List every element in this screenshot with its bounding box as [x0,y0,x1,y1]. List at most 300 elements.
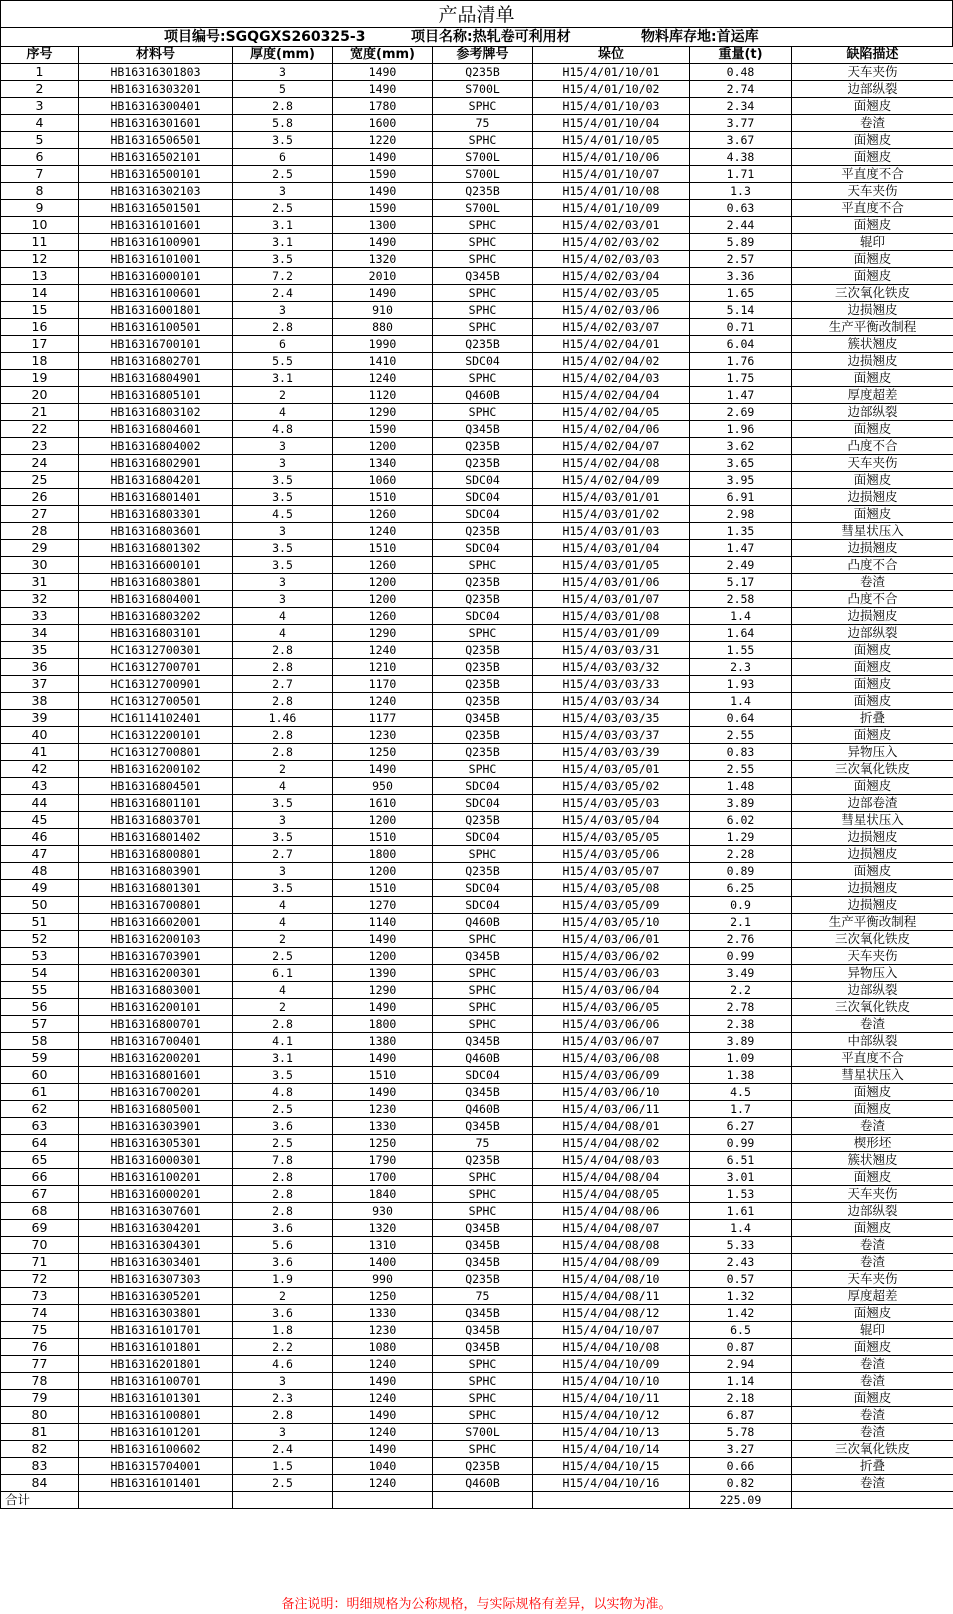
cell-defect: 边部卷渣 [792,795,953,812]
cell-weight: 0.64 [690,710,792,727]
cell-seq: 45 [1,812,79,829]
table-row [1,404,953,421]
cell-width: 2010 [333,268,433,285]
cell-width: 1340 [333,455,433,472]
cell-thickness: 2.5 [233,1135,333,1152]
cell-stack-location: H15/4/02/03/05 [533,285,690,302]
cell-material-no: HB16316100602 [79,1441,233,1458]
cell-thickness: 3 [233,1424,333,1441]
cell-seq: 55 [1,982,79,999]
cell-material-no: HB16316200103 [79,931,233,948]
cell-seq: 9 [1,200,79,217]
cell-seq: 68 [1,1203,79,1220]
cell-stack-location: H15/4/03/03/31 [533,642,690,659]
cell-material-no: HC16312700501 [79,693,233,710]
sheet-subtitle [0,28,953,46]
cell-seq: 51 [1,914,79,931]
cell-defect: 天车夹伤 [792,948,953,965]
cell-grade: Q235B [433,642,533,659]
cell-weight: 2.69 [690,404,792,421]
table-row [1,659,953,676]
cell-width: 1260 [333,506,433,523]
cell-seq: 62 [1,1101,79,1118]
table-row [1,1067,953,1084]
cell-material-no: HC16312200101 [79,727,233,744]
cell-stack-location: H15/4/04/10/09 [533,1356,690,1373]
cell-seq: 77 [1,1356,79,1373]
cell-thickness: 2.8 [233,319,333,336]
cell-thickness: 3.5 [233,251,333,268]
cell-stack-location: H15/4/03/06/10 [533,1084,690,1101]
table-row [1,744,953,761]
cell-weight: 2.98 [690,506,792,523]
cell-stack-location: H15/4/02/03/07 [533,319,690,336]
cell-grade: SPHC [433,1441,533,1458]
cell-seq: 41 [1,744,79,761]
cell-seq: 25 [1,472,79,489]
cell-seq: 52 [1,931,79,948]
cell-seq: 78 [1,1373,79,1390]
cell-seq: 21 [1,404,79,421]
cell-seq: 72 [1,1271,79,1288]
cell-thickness: 4 [233,982,333,999]
cell-weight: 1.48 [690,778,792,795]
cell-stack-location: H15/4/03/05/08 [533,880,690,897]
cell-weight: 6.87 [690,1407,792,1424]
cell-material-no: HB16316301803 [79,64,233,81]
cell-defect: 边损翘皮 [792,540,953,557]
cell-seq: 36 [1,659,79,676]
cell-width: 1490 [333,285,433,302]
cell-thickness: 2.8 [233,693,333,710]
cell-thickness: 2.8 [233,727,333,744]
cell-stack-location: H15/4/02/04/07 [533,438,690,455]
cell-stack-location: H15/4/03/05/04 [533,812,690,829]
cell-defect: 簇状翘皮 [792,336,953,353]
cell-width: 1490 [333,1407,433,1424]
cell-width: 930 [333,1203,433,1220]
cell-defect: 凸度不合 [792,557,953,574]
cell-width: 1240 [333,1390,433,1407]
cell-weight: 0.87 [690,1339,792,1356]
cell-grade: SPHC [433,234,533,251]
table-row [1,676,953,693]
cell-thickness: 2.8 [233,659,333,676]
cell-weight: 2.3 [690,659,792,676]
cell-seq: 14 [1,285,79,302]
cell-width: 1140 [333,914,433,931]
cell-seq: 35 [1,642,79,659]
cell-seq: 3 [1,98,79,115]
cell-stack-location: H15/4/04/08/07 [533,1220,690,1237]
cell-grade: Q460B [433,387,533,404]
cell-thickness: 7.2 [233,268,333,285]
cell-grade: Q345B [433,1033,533,1050]
cell-width: 1390 [333,965,433,982]
cell-seq: 59 [1,1050,79,1067]
cell-stack-location: H15/4/02/03/03 [533,251,690,268]
cell-stack-location: H15/4/04/10/13 [533,1424,690,1441]
cell-width: 1290 [333,982,433,999]
cell-seq: 38 [1,693,79,710]
table-row [1,982,953,999]
cell-seq: 10 [1,217,79,234]
cell-defect: 面翘皮 [792,1220,953,1237]
cell-width: 1590 [333,166,433,183]
cell-stack-location: H15/4/04/10/08 [533,1339,690,1356]
table-row [1,1203,953,1220]
cell-defect: 边部纵裂 [792,81,953,98]
cell-defect: 中部纵裂 [792,1033,953,1050]
cell-weight: 3.01 [690,1169,792,1186]
cell-weight: 0.48 [690,64,792,81]
cell-stack-location: H15/4/03/06/11 [533,1101,690,1118]
cell-thickness: 2.5 [233,200,333,217]
cell-width: 1510 [333,829,433,846]
cell-width: 1800 [333,846,433,863]
cell-weight: 1.38 [690,1067,792,1084]
cell-stack-location: H15/4/04/10/12 [533,1407,690,1424]
cell-seq: 18 [1,353,79,370]
cell-defect: 面翘皮 [792,268,953,285]
cell-defect: 面翘皮 [792,132,953,149]
cell-stack-location: H15/4/01/10/03 [533,98,690,115]
cell-seq: 63 [1,1118,79,1135]
cell-stack-location: H15/4/03/06/07 [533,1033,690,1050]
table-row [1,778,953,795]
cell-grade: 75 [433,1135,533,1152]
cell-thickness: 4 [233,625,333,642]
cell-stack-location: H15/4/03/05/09 [533,897,690,914]
cell-seq: 50 [1,897,79,914]
cell-material-no: HB16316100901 [79,234,233,251]
cell-width: 1990 [333,336,433,353]
cell-defect: 面翘皮 [792,1339,953,1356]
cell-weight: 1.47 [690,540,792,557]
cell-material-no: HB16316803301 [79,506,233,523]
cell-grade: SPHC [433,1356,533,1373]
cell-material-no: HB16316801601 [79,1067,233,1084]
table-row [1,115,953,132]
cell-material-no: HB16316200102 [79,761,233,778]
cell-seq: 56 [1,999,79,1016]
cell-weight: 1.4 [690,693,792,710]
header-row [1,47,953,64]
cell-defect: 卷渣 [792,1237,953,1254]
cell-defect: 彗星状压入 [792,523,953,540]
cell-material-no: HB16316200201 [79,1050,233,1067]
header-grade: 参考牌号 [433,47,533,64]
cell-defect: 生产平衡改制程 [792,914,953,931]
table-row [1,557,953,574]
cell-defect: 天车夹伤 [792,183,953,200]
table-row [1,1271,953,1288]
cell-width: 1060 [333,472,433,489]
cell-defect: 面翘皮 [792,727,953,744]
cell-weight: 0.63 [690,200,792,217]
cell-defect: 卷渣 [792,1424,953,1441]
cell-weight: 1.71 [690,166,792,183]
cell-grade: Q235B [433,1458,533,1475]
cell-defect: 楔形坯 [792,1135,953,1152]
cell-weight: 1.35 [690,523,792,540]
cell-thickness: 3.6 [233,1118,333,1135]
cell-width: 1490 [333,183,433,200]
cell-seq: 76 [1,1339,79,1356]
cell-width: 1250 [333,1135,433,1152]
cell-material-no: HB16316000301 [79,1152,233,1169]
cell-weight: 2.58 [690,591,792,608]
cell-width: 1510 [333,540,433,557]
cell-defect: 边损翘皮 [792,829,953,846]
cell-stack-location: H15/4/03/06/08 [533,1050,690,1067]
cell-stack-location: H15/4/04/08/06 [533,1203,690,1220]
cell-thickness: 2.5 [233,1101,333,1118]
cell-width: 1490 [333,1373,433,1390]
cell-seq: 12 [1,251,79,268]
cell-weight: 2.38 [690,1016,792,1033]
cell-grade: SDC04 [433,1067,533,1084]
cell-thickness: 2.8 [233,744,333,761]
cell-seq: 24 [1,455,79,472]
cell-width: 1120 [333,387,433,404]
cell-weight: 2.34 [690,98,792,115]
cell-seq: 20 [1,387,79,404]
cell-material-no: HB16316602001 [79,914,233,931]
total-empty [433,1492,533,1509]
cell-weight: 0.57 [690,1271,792,1288]
warehouse-location: 物料库存地:首运库 [641,29,759,45]
cell-stack-location: H15/4/02/04/09 [533,472,690,489]
cell-stack-location: H15/4/04/08/10 [533,1271,690,1288]
cell-weight: 1.61 [690,1203,792,1220]
cell-stack-location: H15/4/03/06/04 [533,982,690,999]
cell-thickness: 3 [233,523,333,540]
cell-grade: SDC04 [433,353,533,370]
table-row [1,1220,953,1237]
cell-grade: SDC04 [433,608,533,625]
cell-grade: Q235B [433,676,533,693]
cell-grade: Q460B [433,1101,533,1118]
table-row [1,251,953,268]
cell-grade: SPHC [433,217,533,234]
table-row [1,1475,953,1492]
cell-thickness: 2.4 [233,285,333,302]
cell-weight: 1.29 [690,829,792,846]
cell-weight: 1.09 [690,1050,792,1067]
cell-grade: Q345B [433,710,533,727]
cell-width: 1250 [333,744,433,761]
cell-thickness: 3.1 [233,217,333,234]
cell-width: 1490 [333,931,433,948]
cell-material-no: HB16316200301 [79,965,233,982]
cell-stack-location: H15/4/04/10/10 [533,1373,690,1390]
table-row [1,1305,953,1322]
cell-seq: 46 [1,829,79,846]
cell-material-no: HC16312700301 [79,642,233,659]
cell-defect: 三次氧化铁皮 [792,931,953,948]
cell-material-no: HB16316307601 [79,1203,233,1220]
cell-grade: Q235B [433,1271,533,1288]
cell-weight: 5.17 [690,574,792,591]
cell-thickness: 3.1 [233,370,333,387]
cell-stack-location: H15/4/03/05/06 [533,846,690,863]
cell-width: 1300 [333,217,433,234]
cell-grade: SDC04 [433,540,533,557]
cell-stack-location: H15/4/01/10/09 [533,200,690,217]
cell-material-no: HB16316700801 [79,897,233,914]
cell-weight: 3.95 [690,472,792,489]
table-row [1,336,953,353]
cell-seq: 13 [1,268,79,285]
cell-seq: 17 [1,336,79,353]
cell-weight: 2.44 [690,217,792,234]
table-row [1,1033,953,1050]
cell-thickness: 2 [233,999,333,1016]
cell-weight: 3.27 [690,1441,792,1458]
cell-thickness: 2.2 [233,1339,333,1356]
cell-seq: 61 [1,1084,79,1101]
table-row [1,965,953,982]
cell-seq: 81 [1,1424,79,1441]
cell-width: 1490 [333,149,433,166]
cell-thickness: 3 [233,574,333,591]
cell-material-no: HB16316100501 [79,319,233,336]
table-row [1,1441,953,1458]
cell-thickness: 4.5 [233,506,333,523]
cell-width: 910 [333,302,433,319]
cell-thickness: 4 [233,404,333,421]
cell-thickness: 4.6 [233,1356,333,1373]
cell-material-no: HB16316302103 [79,183,233,200]
cell-thickness: 1.9 [233,1271,333,1288]
cell-material-no: HB16316304201 [79,1220,233,1237]
table-row [1,1424,953,1441]
total-row [1,1492,953,1509]
cell-thickness: 3.5 [233,472,333,489]
cell-material-no: HB16316100601 [79,285,233,302]
cell-weight: 1.55 [690,642,792,659]
cell-defect: 面翘皮 [792,659,953,676]
header-material-no: 材料号 [79,47,233,64]
cell-width: 1260 [333,608,433,625]
cell-width: 1290 [333,625,433,642]
cell-material-no: HB16316101801 [79,1339,233,1356]
cell-defect: 卷渣 [792,1356,953,1373]
cell-stack-location: H15/4/01/10/07 [533,166,690,183]
cell-grade: Q235B [433,183,533,200]
cell-weight: 1.93 [690,676,792,693]
cell-width: 1200 [333,574,433,591]
cell-defect: 边部纵裂 [792,404,953,421]
project-number: 项目编号:SGQGXS260325-3 [164,29,366,45]
cell-seq: 30 [1,557,79,574]
cell-seq: 11 [1,234,79,251]
cell-width: 1320 [333,1220,433,1237]
cell-grade: SPHC [433,557,533,574]
cell-material-no: HB16316801302 [79,540,233,557]
table-row [1,914,953,931]
cell-grade: SPHC [433,761,533,778]
cell-seq: 79 [1,1390,79,1407]
cell-width: 1610 [333,795,433,812]
cell-weight: 3.36 [690,268,792,285]
cell-weight: 1.75 [690,370,792,387]
cell-seq: 2 [1,81,79,98]
table-row [1,897,953,914]
cell-width: 1177 [333,710,433,727]
cell-thickness: 2.5 [233,948,333,965]
cell-defect: 面翘皮 [792,1305,953,1322]
cell-stack-location: H15/4/03/01/06 [533,574,690,591]
table-row [1,1254,953,1271]
cell-width: 1270 [333,897,433,914]
cell-seq: 5 [1,132,79,149]
cell-grade: SPHC [433,1016,533,1033]
cell-seq: 75 [1,1322,79,1339]
cell-weight: 3.67 [690,132,792,149]
cell-seq: 40 [1,727,79,744]
cell-material-no: HB16316801402 [79,829,233,846]
cell-thickness: 3.5 [233,795,333,812]
cell-defect: 面翘皮 [792,1084,953,1101]
total-label: 合计 [1,1492,79,1509]
cell-thickness: 3.5 [233,540,333,557]
cell-weight: 3.62 [690,438,792,455]
cell-grade: Q345B [433,421,533,438]
cell-stack-location: H15/4/03/01/05 [533,557,690,574]
table-row [1,591,953,608]
cell-thickness: 3.6 [233,1220,333,1237]
cell-stack-location: H15/4/04/08/03 [533,1152,690,1169]
cell-thickness: 1.8 [233,1322,333,1339]
cell-grade: SPHC [433,319,533,336]
table-row [1,1322,953,1339]
cell-grade: SDC04 [433,897,533,914]
cell-weight: 2.57 [690,251,792,268]
cell-material-no: HB16316100201 [79,1169,233,1186]
cell-weight: 2.49 [690,557,792,574]
cell-weight: 6.51 [690,1152,792,1169]
cell-weight: 4.5 [690,1084,792,1101]
table-row [1,574,953,591]
cell-defect: 面翘皮 [792,149,953,166]
table-row [1,693,953,710]
cell-material-no: HB16316502101 [79,149,233,166]
table-row [1,370,953,387]
cell-weight: 4.38 [690,149,792,166]
cell-seq: 39 [1,710,79,727]
cell-stack-location: H15/4/03/06/01 [533,931,690,948]
table-row [1,642,953,659]
cell-defect: 面翘皮 [792,1169,953,1186]
cell-defect: 彗星状压入 [792,1067,953,1084]
cell-seq: 80 [1,1407,79,1424]
cell-weight: 6.27 [690,1118,792,1135]
cell-width: 1250 [333,1288,433,1305]
cell-seq: 57 [1,1016,79,1033]
cell-seq: 74 [1,1305,79,1322]
cell-weight: 2.1 [690,914,792,931]
cell-material-no: HB16316803001 [79,982,233,999]
cell-width: 1170 [333,676,433,693]
cell-grade: Q235B [433,574,533,591]
table-row [1,829,953,846]
cell-material-no: HB16316703901 [79,948,233,965]
cell-thickness: 5 [233,81,333,98]
cell-seq: 48 [1,863,79,880]
cell-defect: 三次氧化铁皮 [792,1441,953,1458]
